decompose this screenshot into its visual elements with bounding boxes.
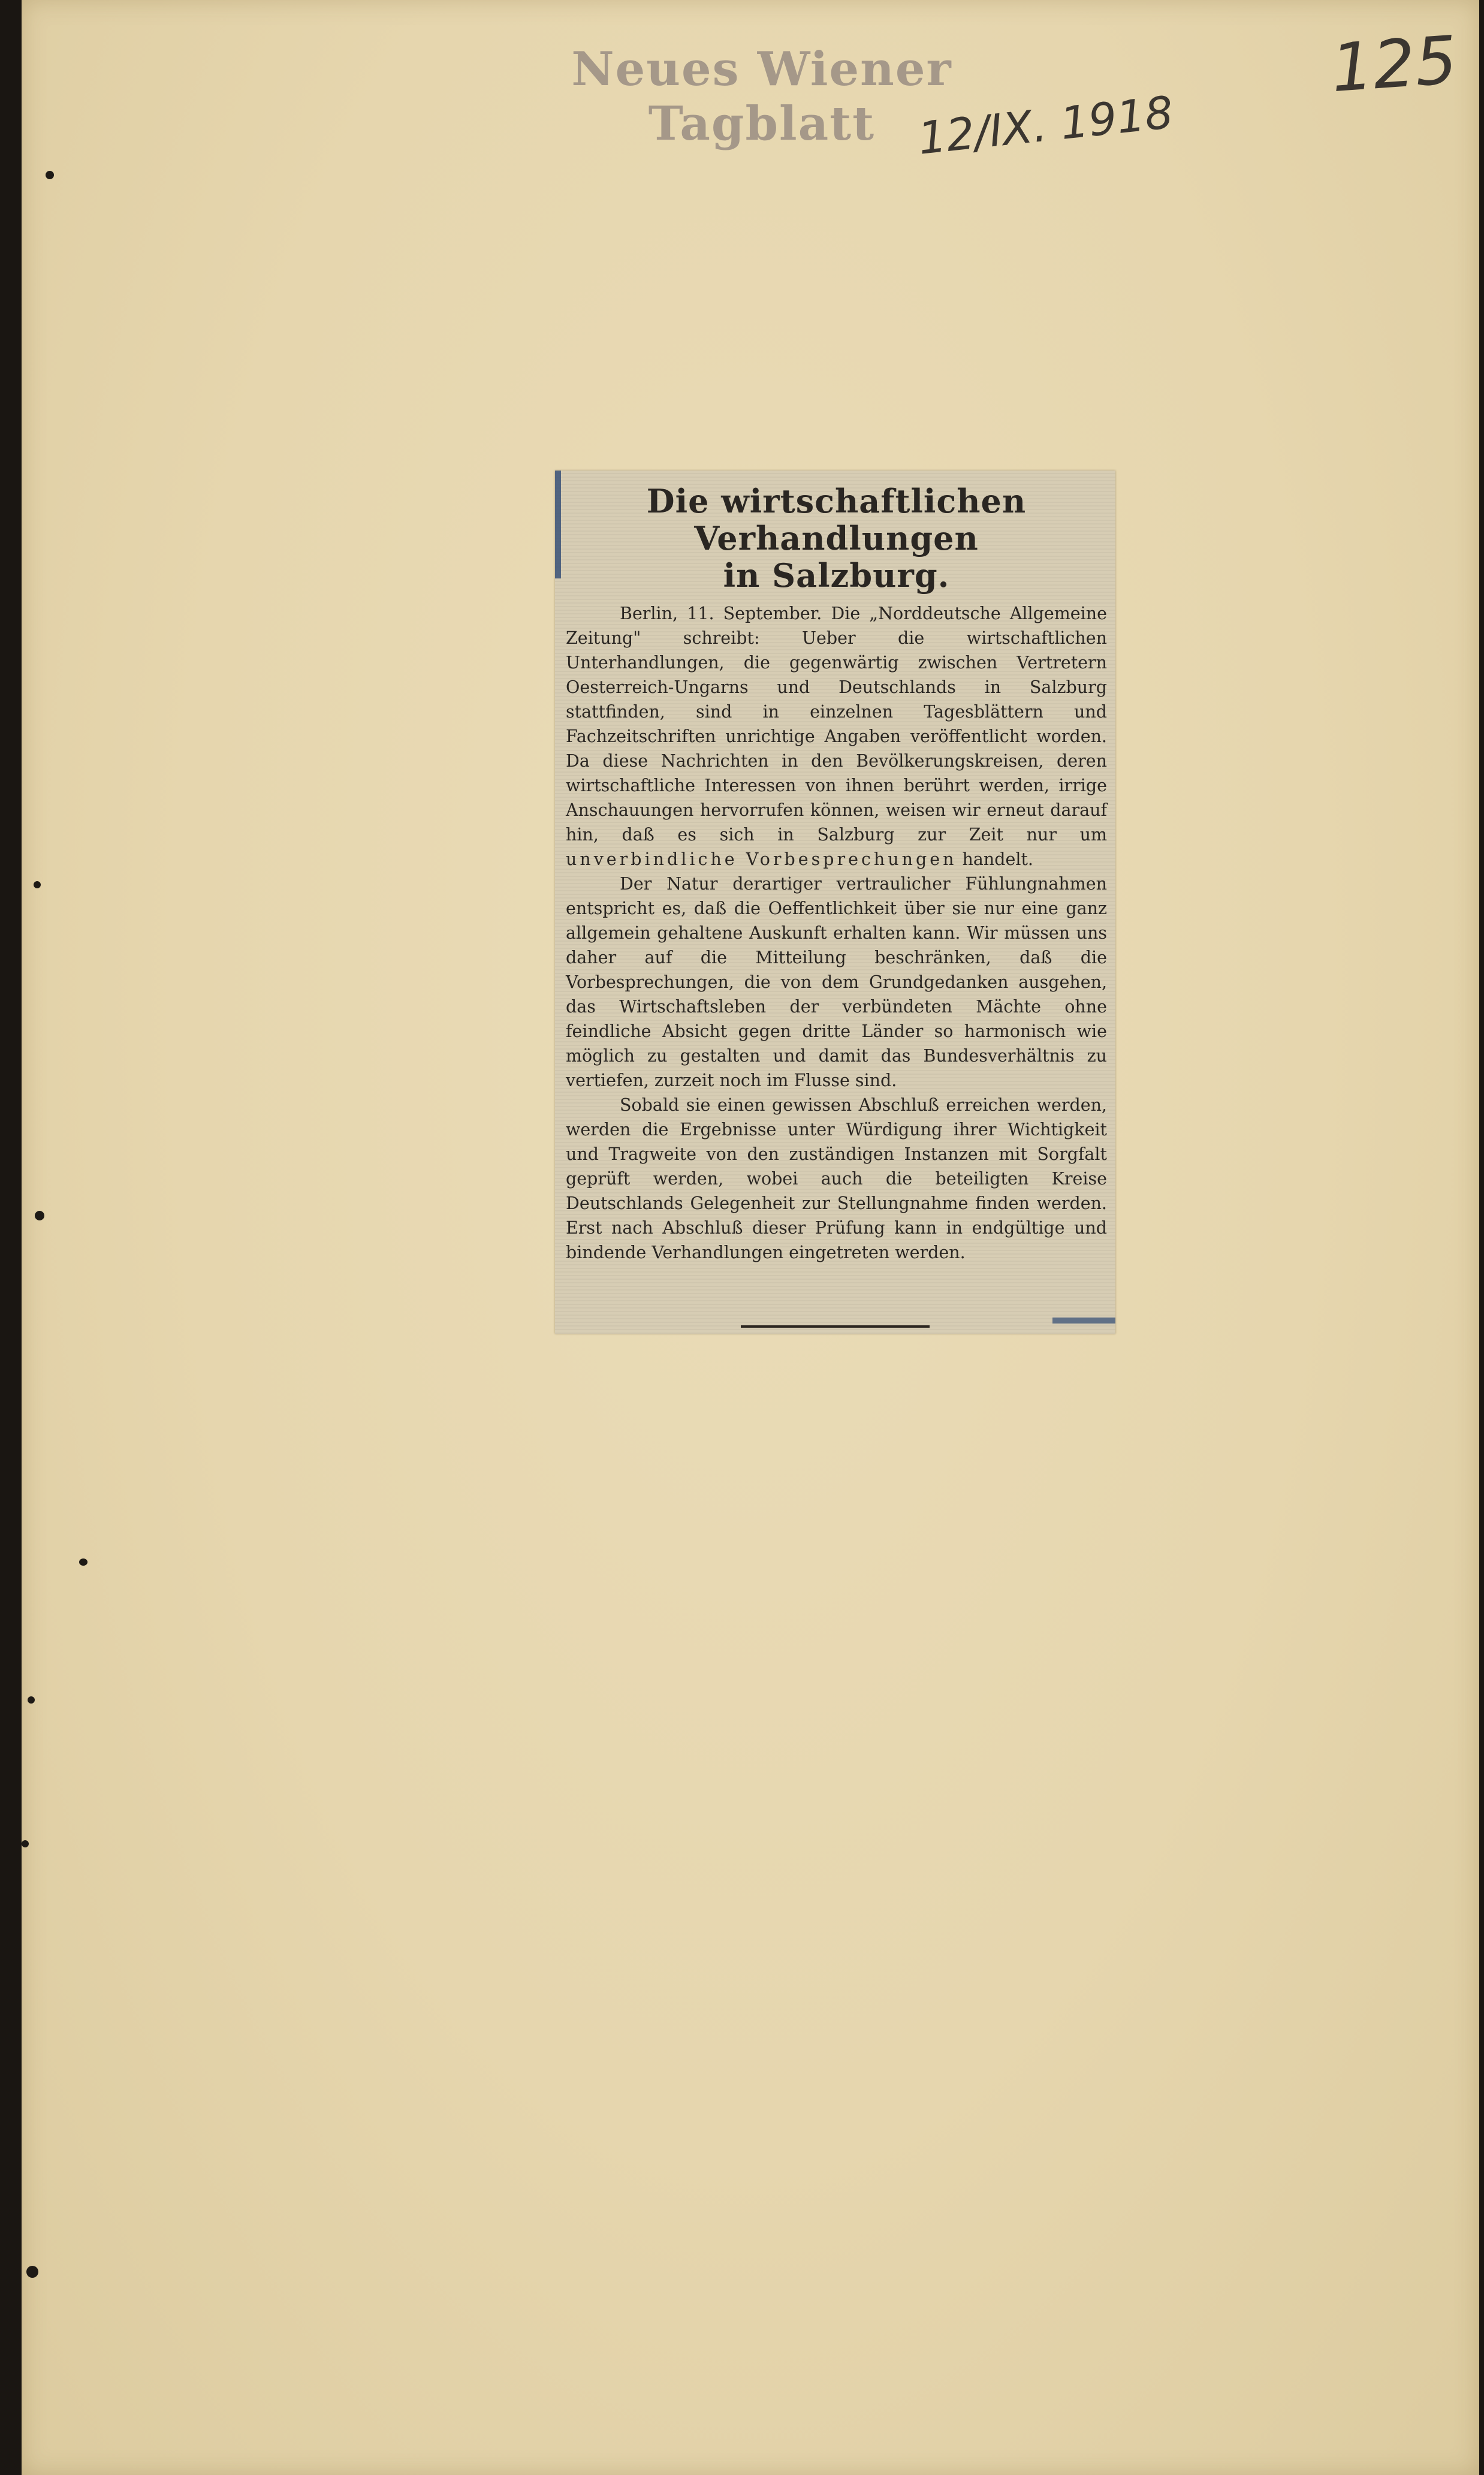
binding-hole xyxy=(79,1558,88,1566)
article-paragraph-3: Sobald sie einen gewissen Abschluß erreichen werden, werden die Ergebnisse unter Würdigung ihrer Wichtigkeit und Tragweite von den zuständigen Instanzen mit Sorgfalt geprüft werden, wobei auch die beteiligten Kreise Deutschlands Gelegenheit zur Stellungnahme finden werden. Erst nach Abschluß dieser Prüfung kann in endgültige und bindende Verhandlungen eingetreten werden. xyxy=(566,1095,1107,1262)
binding-hole xyxy=(46,171,54,179)
binding-hole xyxy=(28,1696,35,1704)
clipping-headline xyxy=(566,483,1107,594)
binding-hole xyxy=(22,1840,29,1847)
paragraph-1-end: handelt. xyxy=(957,849,1033,869)
headline-line-1: Die wirtschaftlichen Verhandlungen xyxy=(646,482,1027,557)
paragraph-1-emphasis: unverbindliche Vorbesprechungen xyxy=(566,849,957,869)
newspaper-stamp: Neues Wiener Tagblatt xyxy=(571,42,952,151)
page-number: 125 xyxy=(1328,21,1460,107)
binding-hole xyxy=(26,2266,38,2278)
clipping-corner-mark xyxy=(1052,1318,1115,1324)
headline-line-2: in Salzburg. xyxy=(723,556,950,595)
handwritten-date: 12/IX. 1918 xyxy=(915,86,1176,165)
binding-hole xyxy=(34,881,41,888)
article-paragraph-2: Der Natur derartiger vertraulicher Fühlungnahmen entspricht es, daß die Oeffentlichkeit über sie nur eine ganz allgemein gehaltene Auskunft erhalten kann. Wir müssen uns daher auf die Mitteilung beschränken, daß die Vorbesprechungen, die von dem Grundgedanken ausgehen, das Wirtschaftsleben der verbündeten Mächte ohne feindliche Absicht gegen dritte Länder so harmonisch wie möglich zu gestalten und damit das Bundesverhältnis zu vertiefen, zurzeit noch im Flusse sind. xyxy=(566,874,1107,1090)
archive-sheet xyxy=(22,0,1479,2475)
paragraph-1-text: Berlin, 11. September. Die „Norddeutsche Allgemeine Zeitung" schreibt: Ueber die wirtschaftlichen Unterhandlungen, die gegenwärtig zwischen Vertretern Oesterreich-Ungarns und Deutschlands in Salzburg stattfinden, sind in einzelnen Tagesblättern und Fachzeitschriften unrichtige Angaben veröffentlicht worden. Da diese Nachrichten in den Bevölkerungskreisen, deren wirtschaftliche Interessen von ihnen berührt werden, irrige Anschauungen hervorrufen können, weisen wir erneut darauf hin, daß es sich in Salzburg zur Zeit nur um xyxy=(566,604,1107,845)
end-rule xyxy=(741,1325,930,1328)
binding-hole xyxy=(35,1211,44,1220)
article-paragraph-1 xyxy=(566,601,1107,872)
clipping-edge-mark xyxy=(555,471,561,578)
newspaper-clipping xyxy=(555,471,1115,1334)
